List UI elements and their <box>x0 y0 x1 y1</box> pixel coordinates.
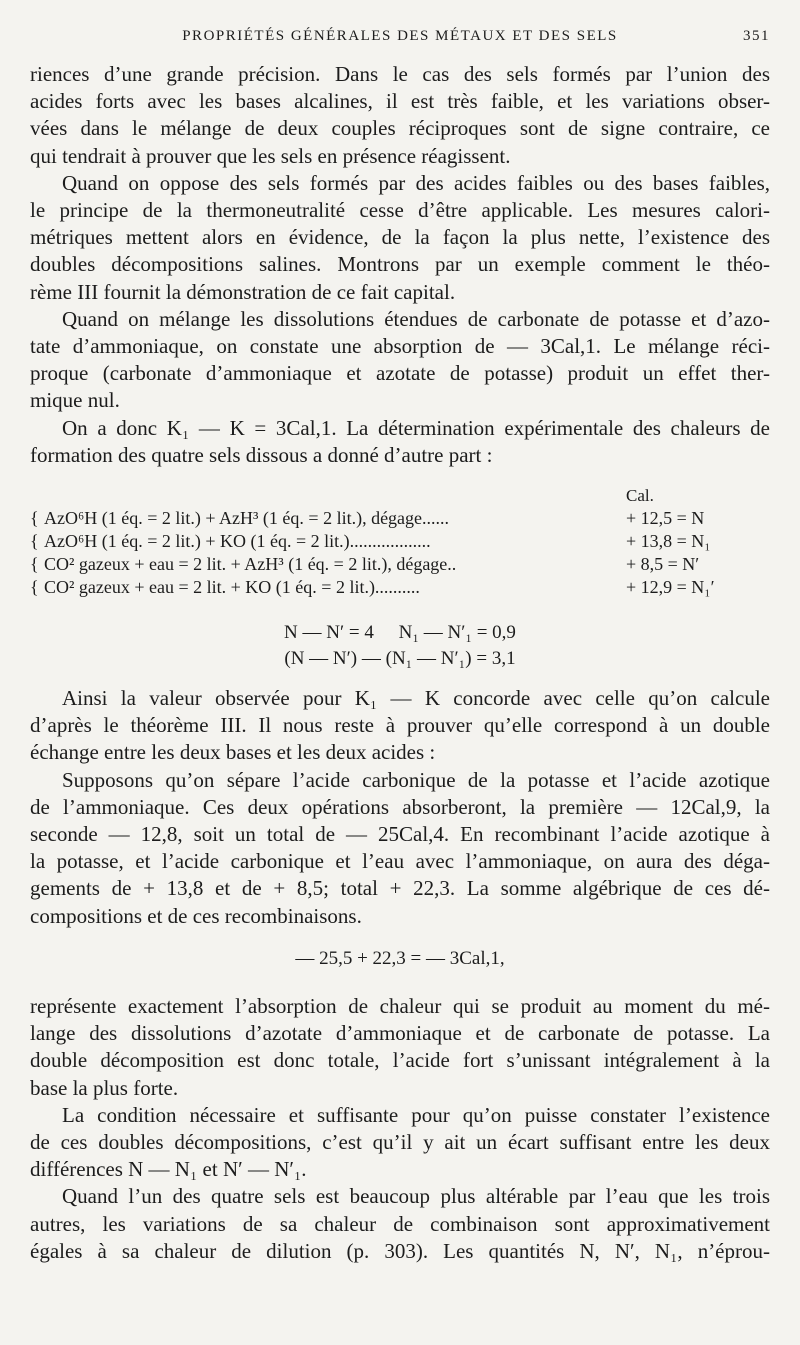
text-line: gements de + 13,8 et de + 8,5; total + 22,3. La somme algébrique de ces dé- <box>30 876 770 901</box>
text-line: de l’ammoniaque. Ces deux opérations absorberont, la première — 12Cal,9, la <box>30 794 770 819</box>
text-line: seconde — 12,8, soit un total de — 25Cal,4. En recombinant l’acide azotique à <box>30 822 770 847</box>
text-line: lange des dissolutions d’azotate d’ammoniaque et de carbonate de potasse. La <box>30 1021 770 1046</box>
text-line: Quand l’un des quatre sels est beaucoup plus altérable par l’eau que les trois <box>62 1184 770 1209</box>
equation-row <box>30 553 770 575</box>
text-line: mique nul. <box>30 388 120 413</box>
equation-reaction: CO² gazeux + eau = 2 lit. + KO (1 éq. = 2 lit.).......... <box>44 577 420 597</box>
brace-mark: { <box>30 531 39 551</box>
text-line: vées dans le mélange de deux couples réciproques sont de signe contraire, ce <box>30 116 770 141</box>
unit-header: Cal. <box>626 486 654 505</box>
equation-row <box>30 576 770 598</box>
text-line: la potasse, et l’acide carbonique et l’eau avec l’ammoniaque, on aura des déga- <box>30 849 770 874</box>
text-line: métriques mettent alors en évidence, de la façon la plus nette, l’existence des <box>30 225 770 250</box>
brace-mark: { <box>30 554 39 574</box>
equation-reaction: AzO⁶H (1 éq. = 2 lit.) + AzH³ (1 éq. = 2 lit.), dégage...... <box>44 508 450 528</box>
text-block-3 <box>30 993 770 1265</box>
text-line: représente exactement l’absorption de chaleur qui se produit au moment du mé- <box>30 994 770 1018</box>
equation-value: + 8,5 = N′ <box>626 554 700 574</box>
text-line: doubles décompositions salines. Montrons par un exemple comment le théo- <box>30 252 770 277</box>
text-line: d’après le théorème III. Il nous reste à prouver qu’elle correspond à un double <box>30 713 770 738</box>
brace-mark: { <box>30 577 39 597</box>
text-block-2 <box>30 685 770 930</box>
text-line: Supposons qu’on sépare l’acide carbonique de la potasse et l’acide azotique <box>62 767 770 792</box>
text-line: rème III fournit la démonstration de ce fait capital. <box>30 279 456 304</box>
text-line: La condition nécessaire et suffisante pour qu’on puisse constater l’existence <box>62 1102 770 1127</box>
brace-mark: { <box>30 508 39 528</box>
text-line: Ainsi la valeur observée pour K₁ — K concorde avec celle qu’on calcule <box>62 686 770 710</box>
result-formula: — 25,5 + 22,3 = — 3Cal,1, <box>295 948 505 969</box>
text-line: base la plus forte. <box>30 1075 179 1100</box>
equation-value: + 12,9 = N₁′ <box>626 577 715 597</box>
text-line: échange entre les deux bases et les deux acides : <box>30 740 436 765</box>
difference-line-1 <box>0 622 800 644</box>
text-line: qui tendrait à prouver que les sels en présence réagissent. <box>30 143 511 168</box>
equation-row <box>30 530 770 552</box>
text-line: Quand on oppose des sels formés par des acides faibles ou des bases faibles, <box>62 170 770 195</box>
page-number: 351 <box>743 28 770 44</box>
text-line: autres, les variations de sa chaleur de combinaison sont approximativement <box>30 1211 770 1236</box>
text-line: différences N — N₁ et N′ — N′₁. <box>30 1157 307 1182</box>
text-line: Quand on mélange les dissolutions étendues de carbonate de potasse et d’azo- <box>62 306 770 331</box>
text-line: On a donc K₁ — K = 3Cal,1. La détermination expérimentale des chaleurs de <box>62 415 770 440</box>
difference-line-2: (N — N′) — (N₁ — N′₁) = 3,1 <box>284 648 516 669</box>
text-line: le principe de la thermoneutralité cesse d’être applicable. Les mesures calori- <box>30 198 770 223</box>
equation-value: + 13,8 = N₁ <box>626 531 711 551</box>
equation-reaction: AzO⁶H (1 éq. = 2 lit.) + KO (1 éq. = 2 lit.).................. <box>44 531 431 551</box>
equation-reaction: CO² gazeux + eau = 2 lit. + AzH³ (1 éq. = 2 lit.), dégage.. <box>44 554 457 574</box>
text-line: double décomposition est donc totale, l’acide fort s’unissant intégralement à la <box>30 1048 770 1073</box>
text-line: formation des quatre sels dissous a donné d’autre part : <box>30 442 493 467</box>
equation-row <box>30 507 770 529</box>
difference-n: N — N′ = 4 <box>284 622 374 643</box>
difference-n1: N₁ — N′₁ = 0,9 <box>398 622 516 643</box>
text-line: de ces doubles décompositions, c’est qu’il y ait un écart suffisant entre les deux <box>30 1130 770 1155</box>
text-block-1 <box>30 61 770 469</box>
running-title: PROPRIÉTÉS GÉNÉRALES DES MÉTAUX ET DES SELS <box>182 28 618 44</box>
text-line: compositions et de ces recombinaisons. <box>30 903 362 928</box>
text-line: riences d’une grande précision. Dans le cas des sels formés par l’union des <box>30 62 770 86</box>
equation-value: + 12,5 = N <box>626 508 705 528</box>
text-line: tate d’ammoniaque, on constate une absorption de — 3Cal,1. Le mélange réci- <box>30 334 770 359</box>
text-line: proque (carbonate d’ammoniaque et azotate de potasse) produit un effet ther- <box>30 361 770 386</box>
text-line: égales à sa chaleur de dilution (p. 303). Les quantités N, N′, N₁, n’éprou- <box>30 1238 770 1263</box>
running-header <box>30 28 770 52</box>
text-line: acides forts avec les bases alcalines, il est très faible, et les variations obser- <box>30 89 770 114</box>
